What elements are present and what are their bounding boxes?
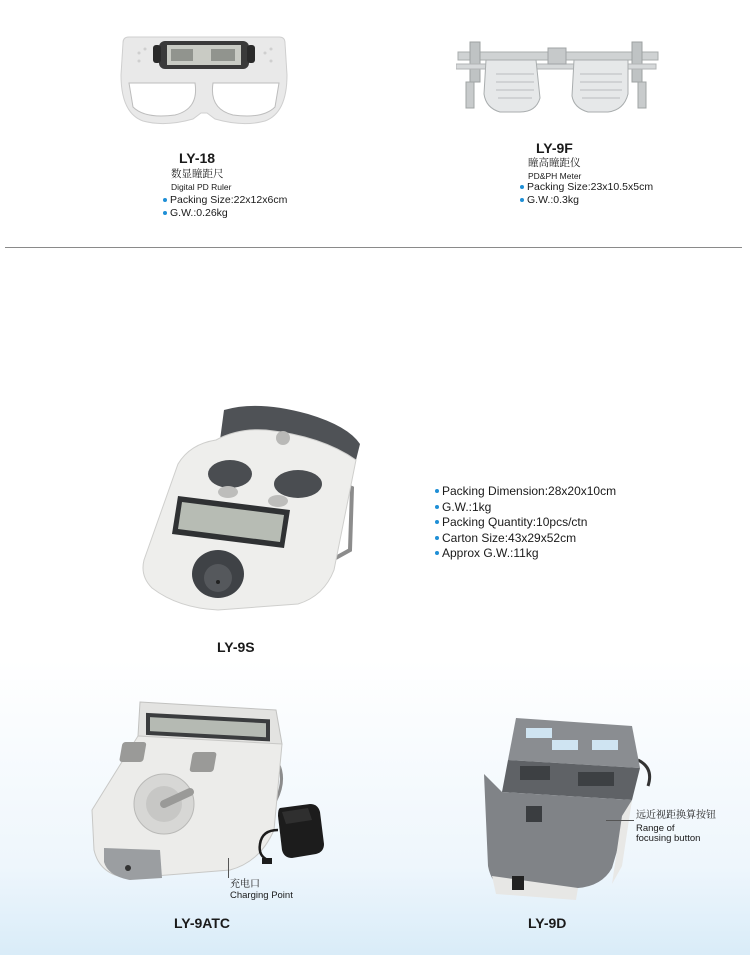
pupilometer-9d-image bbox=[482, 716, 662, 902]
ly9f-spec-item: Packing Size:23x10.5x5cm bbox=[520, 181, 653, 194]
ly9s-spec-item: Packing Quantity:10pcs/ctn bbox=[435, 515, 616, 531]
charge-pointer-line bbox=[228, 858, 229, 878]
ly9f-spec-item: G.W.:0.3kg bbox=[520, 194, 653, 207]
ly18-model: LY-18 bbox=[179, 150, 216, 166]
digital-pd-ruler-image bbox=[115, 35, 293, 127]
section-divider bbox=[5, 247, 742, 248]
ly9s-spec-item: G.W.:1kg bbox=[435, 500, 616, 516]
ly9d-focus-en-1: Range of bbox=[636, 823, 675, 834]
ly9atc-charge-en: Charging Point bbox=[230, 890, 293, 901]
ly9f-model: LY-9F bbox=[536, 140, 573, 156]
ly9d-model: LY-9D bbox=[528, 915, 567, 931]
ly9atc-model: LY-9ATC bbox=[174, 915, 231, 931]
charger-adapter-image bbox=[252, 800, 332, 866]
ly9s-spec-list bbox=[435, 484, 616, 562]
ly9d-focus-en-2: focusing button bbox=[636, 833, 701, 844]
ly9atc-charge-cn: 充电口 bbox=[230, 879, 260, 890]
pupilometer-9s-image bbox=[138, 400, 370, 626]
pd-ph-meter-image bbox=[456, 38, 660, 120]
ly18-name-cn: 数显瞳距尺 bbox=[171, 168, 224, 180]
ly9s-spec-item: Carton Size:43x29x52cm bbox=[435, 531, 616, 547]
ly9f-spec-list bbox=[520, 181, 653, 207]
ly9s-spec-item: Packing Dimension:28x20x10cm bbox=[435, 484, 616, 500]
ly18-spec-item: G.W.:0.26kg bbox=[163, 207, 287, 220]
ly9f-name-cn: 瞳高瞳距仪 bbox=[528, 157, 581, 169]
focus-pointer-line bbox=[606, 820, 634, 821]
ly9s-model: LY-9S bbox=[217, 639, 255, 655]
ly9f-name-en: PD&PH Meter bbox=[528, 171, 582, 181]
ly9s-spec-item: Approx G.W.:11kg bbox=[435, 546, 616, 562]
ly18-spec-list bbox=[163, 194, 287, 220]
ly9d-focus-cn: 远近视距换算按钮 bbox=[636, 810, 716, 821]
ly18-name-en: Digital PD Ruler bbox=[171, 182, 232, 192]
ly18-spec-item: Packing Size:22x12x6cm bbox=[163, 194, 287, 207]
